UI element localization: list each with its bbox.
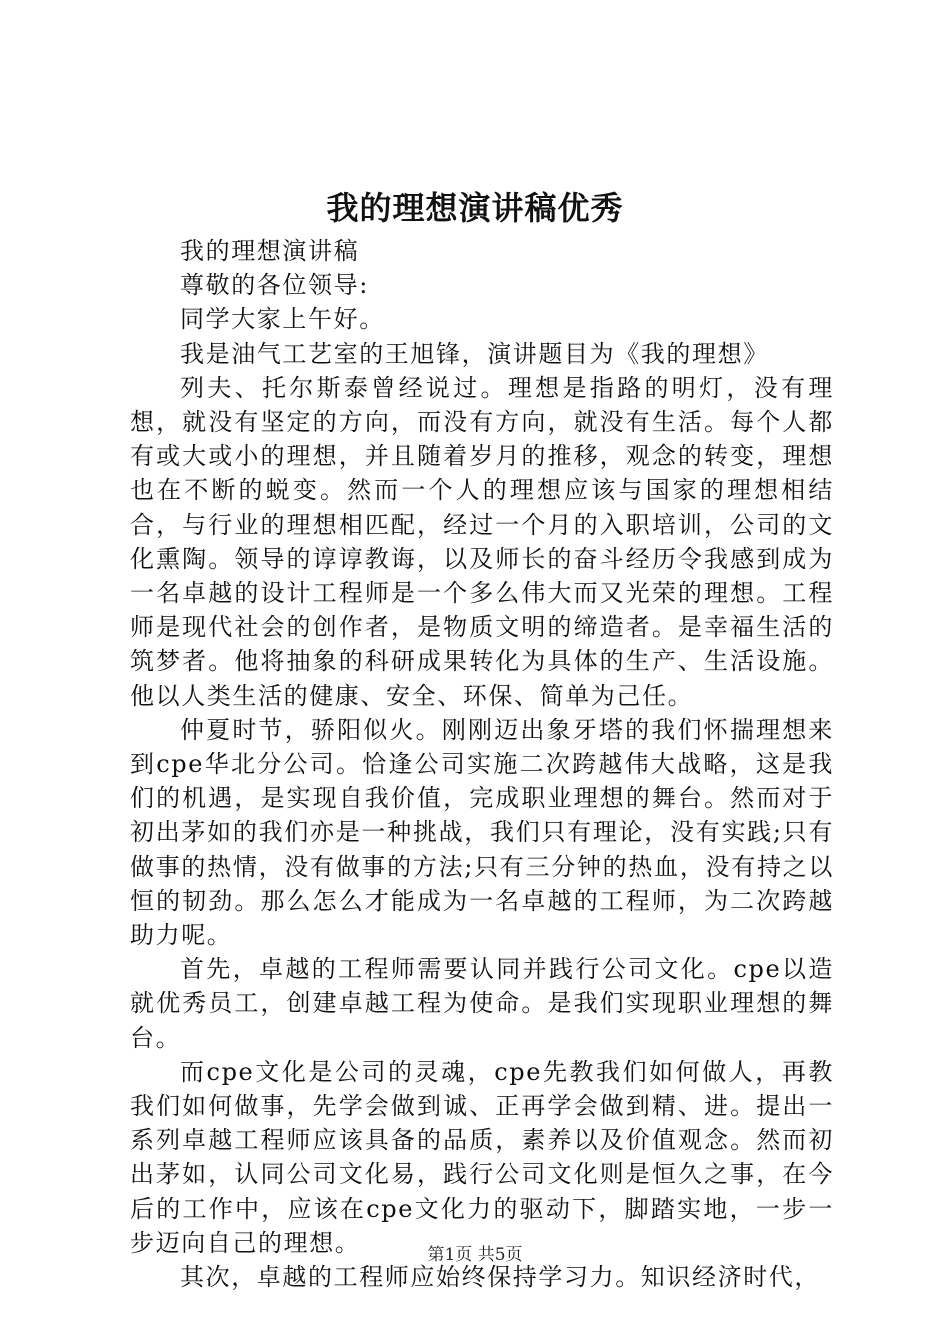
paragraph-greeting: 同学大家上午好。 (180, 305, 385, 334)
paragraph-body: 首先，卓越的工程师需要认同并践行公司文化。cpe以造就优秀员工，创建卓越工程为使命。是我们实现职业理想的舞台。 (130, 955, 834, 1052)
paragraph-body: 而cpe文化是公司的灵魂，cpe先教我们如何做人，再教我们如何做事，先学会做到诚、正再学会做到精、进。提出一系列卓越工程师应该具备的品质，素养以及价值观念。然而初出茅如，认同公司文化易，践行公司文化则是恒久之事，在今后的工作中，应该在cpe文化力的驱动下，脚踏实地，一步一步迈向自己的理想。 (130, 1057, 834, 1257)
paragraph-body: 列夫、托尔斯泰曾经说过。理想是指路的明灯，没有理想，就没有坚定的方向，而没有方向，就没有生活。每个人都有或大或小的理想，并且随着岁月的推移，观念的转变，理想也在不断的蜕变。然而一个人的理想应该与国家的理想相结合，与行业的理想相匹配，经过一个月的入职培训，公司的文化熏陶。领导的谆谆教诲，以及师长的奋斗经历令我感到成为一名卓越的设计工程师是一个多么伟大而又光荣的理想。工程师是现代社会的创作者，是物质文明的缔造者。是幸福生活的筑梦者。他将抽象的科研成果转化为具体的生产、生活设施。他以人类生活的健康、安全、环保、简单为己任。 (130, 373, 834, 710)
paragraph-heading: 我的理想演讲稿 (180, 237, 360, 265)
paragraph-salutation: 尊敬的各位领导: (180, 271, 369, 300)
document-title: 我的理想演讲稿优秀 (326, 189, 624, 227)
paragraph-body: 仲夏时节，骄阳似火。刚刚迈出象牙塔的我们怀揣理想来到cpe华北分公司。恰逢公司实施二次跨越伟大战略，这是我们的机遇，是实现自我价值，完成职业理想的舞台。然而对于初出茅如的我们亦是一种挑战，我们只有理论，没有实践;只有做事的热情，没有做事的方法;只有三分钟的热血，没有持之以恒的韧劲。那么怎么才能成为一名卓越的工程师，为二次跨越助力呢。 (130, 715, 834, 950)
page-number-footer: 第1页 共5页 (427, 1245, 523, 1265)
paragraph-introduction: 我是油气工艺室的王旭锋，演讲题目为《我的理想》 (180, 339, 769, 368)
paragraph-body: 其次，卓越的工程师应始终保持学习力。知识经济时代， (180, 1263, 820, 1292)
document-body (130, 234, 834, 1294)
